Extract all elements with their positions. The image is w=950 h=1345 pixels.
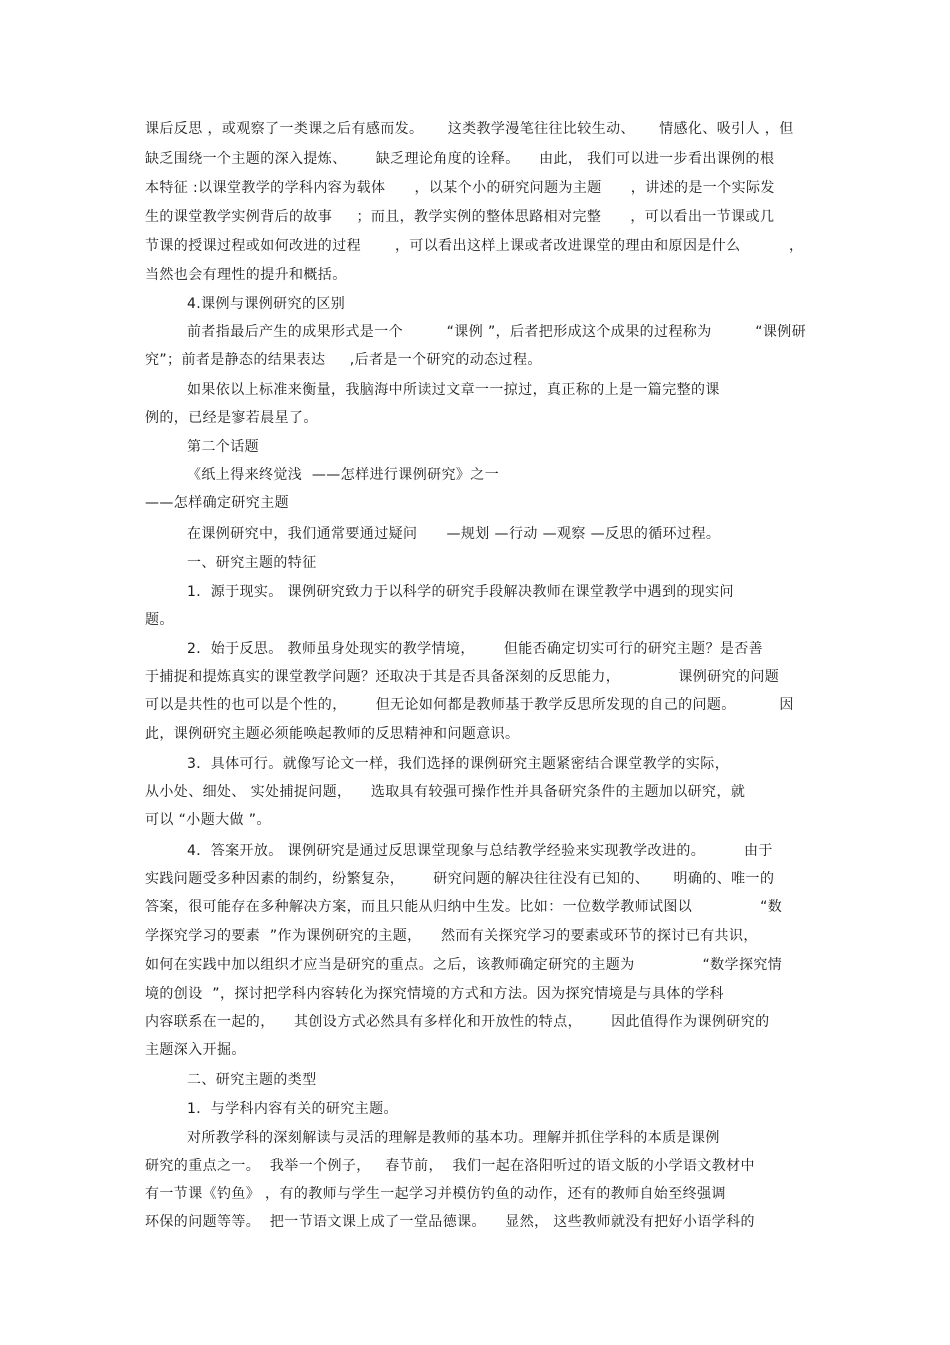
text-line: 境的创设 ”，探讨把学科内容转化为探究情境的方式和方法。因为探究情境是与具体的学科 xyxy=(145,986,724,1002)
text-line: 有一节课《钓鱼》 ，有的教师与学生一起学习并模仿钓鱼的动作，还有的教师自始至终强调 xyxy=(145,1186,726,1202)
text-line: 1．源于现实。 课例研究致力于以科学的研究手段解决教师在课堂教学中遇到的现实问 xyxy=(187,584,734,600)
section-heading: 一、研究主题的特征 xyxy=(187,555,317,571)
text-line: 前者指最后产生的成果形式是一个 “课例 ”，后者把形成这个成果的过程称为 “课例研 xyxy=(187,324,807,340)
section-heading: 1．与学科内容有关的研究主题。 xyxy=(187,1101,398,1117)
section-heading: 《纸上得来终觉浅 ——怎样进行课例研究》之一 xyxy=(187,467,500,483)
text-line: 生的课堂教学实例背后的故事 ；而且，教学实例的整体思路相对完整 ，可以看出一节课或几 xyxy=(145,209,775,225)
text-line: 实践问题受多种因素的制约，纷繁复杂， 研究问题的解决往往没有已知的、 明确的、唯一的 xyxy=(145,871,775,887)
text-line: 主题深入开掘。 xyxy=(145,1042,246,1058)
text-line: 答案，很可能存在多种解决方案，而且只能从归纳中生发。比如：一位数学教师试图以 “数 xyxy=(145,899,783,915)
text-line: 学探究学习的要素 ”作为课例研究的主题， 然而有关探究学习的要素或环节的探讨已有共识， xyxy=(145,928,758,944)
text-line: 研究的重点之一。 我举一个例子， 春节前， 我们一起在洛阳听过的语文版的小学语文教材中 xyxy=(145,1158,755,1174)
text-line: 2．始于反思。 教师虽身处现实的教学情境， 但能否确定切实可行的研究主题？是否善 xyxy=(187,641,764,657)
text-line: 可以是共性的也可以是个性的， 但无论如何都是教师基于教学反思所发现的自己的问题。 因 xyxy=(145,697,794,713)
text-line: 节课的授课过程或如何改进的过程 ，可以看出这样上课或者改进课堂的理由和原因是什么 ， xyxy=(145,238,804,254)
text-line: 在课例研究中，我们通常要通过疑问 —规划 —行动 —观察 —反思的循环过程。 xyxy=(187,526,721,542)
text-line: 如果依以上标准来衡量，我脑海中所读过文章一一掠过，真正称的上是一篇完整的课 xyxy=(187,382,720,398)
text-line: 课后反思 ，或观察了一类课之后有感而发。 这类教学漫笔往往比较生动、 情感化、吸引人 ，但 xyxy=(145,121,794,137)
text-line: 此，课例研究主题必须能唤起教师的反思精神和问题意识。 xyxy=(145,726,520,742)
text-line: 环保的问题等等。 把一节语文课上成了一堂品德课。 显然， 这些教师就没有把好小语学科的 xyxy=(145,1214,755,1230)
text-line: 3．具体可行。就像写论文一样，我们选择的课例研究主题紧密结合课堂教学的实际， xyxy=(187,756,730,772)
section-heading: 第二个话题 xyxy=(187,439,259,455)
text-line: 内容联系在一起的， 其创设方式必然具有多样化和开放性的特点， 因此值得作为课例研究的 xyxy=(145,1014,770,1030)
text-line: 从小处、细处、 实处捕捉问题， 选取具有较强可操作性并具备研究条件的主题加以研究，就 xyxy=(145,784,746,800)
section-heading: ——怎样确定研究主题 xyxy=(145,495,289,511)
section-heading: 二、研究主题的类型 xyxy=(187,1072,317,1088)
text-line: 对所教学科的深刻解读与灵活的理解是教师的基本功。理解并抓住学科的本质是课例 xyxy=(187,1130,720,1146)
text-line: 究”；前者是静态的结果表达 ,后者是一个研究的动态过程。 xyxy=(145,352,542,368)
text-line: 缺乏围绕一个主题的深入提炼、 缺乏理论角度的诠释。 由此， 我们可以进一步看出课例的根 xyxy=(145,151,775,167)
text-line: 如何在实践中加以组织才应当是研究的重点。之后，该教师确定研究的主题为 “数学探究情 xyxy=(145,957,783,973)
text-line: 例的，已经是寥若晨星了。 xyxy=(145,410,318,426)
section-heading: 4.课例与课例研究的区别 xyxy=(187,296,346,312)
text-line: 于捕捉和提炼真实的课堂教学问题？还取决于其是否具备深刻的反思能力， 课例研究的问题 xyxy=(145,669,780,685)
text-line: 题。 xyxy=(145,612,174,628)
text-line: 可以 “小题大做 ”。 xyxy=(145,812,271,828)
text-line: 本特征 :以课堂教学的学科内容为载体 ，以某个小的研究问题为主题 ，讲述的是一个实际发 xyxy=(145,180,775,196)
text-line: 当然也会有理性的提升和概括。 xyxy=(145,267,347,283)
text-line: 4．答案开放。 课例研究是通过反思课堂现象与总结教学经验来实现教学改进的。 由于 xyxy=(187,843,773,859)
